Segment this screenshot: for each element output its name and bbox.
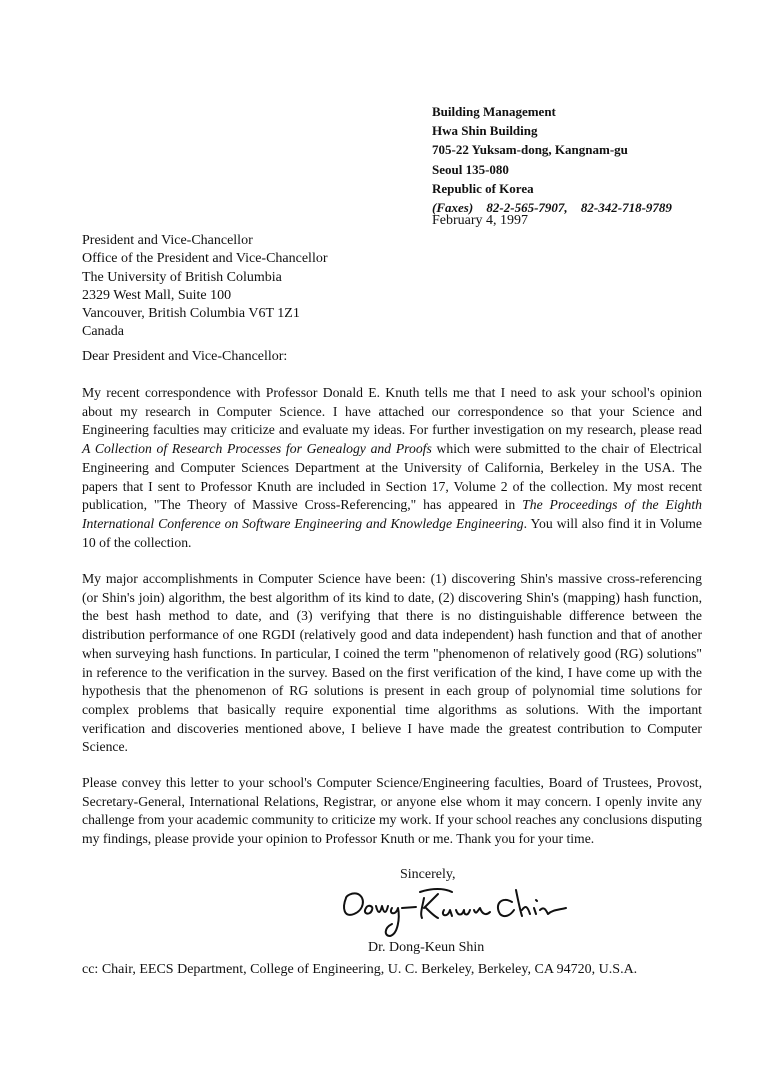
recipient-line-2: Office of the President and Vice-Chancellor bbox=[82, 251, 328, 267]
recipient-line-3: The University of British Columbia bbox=[82, 269, 282, 285]
proceedings-title: The Proceedings of the Eighth International Conference on Software Engineering and Knowledge Engineering bbox=[82, 497, 702, 531]
handwritten-signature bbox=[340, 880, 570, 942]
fax-number-2: 82-342-718-9789 bbox=[580, 200, 672, 216]
sender-address bbox=[432, 102, 682, 217]
paragraph-1-text-c: . You will also find it in Volume 10 of the collection. bbox=[82, 515, 703, 550]
recipient-line-5: Vancouver, British Columbia V6T 1Z1 bbox=[82, 306, 300, 322]
body-paragraph-3: Please convey this letter to your school's Computer Science/Engineering faculties, Board of Trustees, Provost, Secretary-General, International Relations, Registrar, or anyone else whom it may concern. I openly invite any challenge from your academic community to criticize my work. If your school reaches any conclusions disputing my findings, please provide your opinion to Professor Knuth or me. Thank you for your time. bbox=[82, 775, 702, 847]
letter-date: February 4, 1997 bbox=[432, 213, 529, 228]
sender-line-2: Hwa Shin Building bbox=[432, 123, 538, 139]
sender-line-3: 705-22 Yuksam-dong, Kangnam-gu bbox=[432, 142, 628, 158]
salutation: Dear President and Vice-Chancellor: bbox=[82, 349, 288, 364]
signer-name: Dr. Dong-Keun Shin bbox=[368, 940, 485, 955]
recipient-line-4: 2329 West Mall, Suite 100 bbox=[82, 287, 232, 303]
closing: Sincerely, bbox=[400, 867, 456, 882]
sender-line-5: Republic of Korea bbox=[432, 180, 534, 196]
body-paragraph-2: My major accomplishments in Computer Science have been: (1) discovering Shin's massive cross-referencing (or Shin's join) algorithm, the best algorithm of its kind to date, (2) discovering Shin's (mapping) hash function, the best hash method to date, and (3) verifying that there is no distinguishable difference between the distribution performance of one RGDI (relatively good and data independent) hash function and that of another when surveying hash functions. In particular, I coined the term "phenomenon of relatively good (RG) solutions" in reference to the verification in the survey. Based on the first verification of the kind, I have come up with the hypothesis that the phenomenon of RG solutions is present in each group of polynomial time solutions for complex problems that basically require exponential time algorithms as solutions. With the important verification and discoveries mentioned above, I believe I have made the greatest contribution to Computer Science. bbox=[82, 571, 702, 755]
fax-label: (Faxes) bbox=[432, 200, 474, 216]
paragraph-1-text-a: My recent correspondence with Professor Donald E. Knuth tells me that I need to ask your school's opinion about my research in Computer Science. I have attached our correspondence so that your Science and Engineering faculties may criticize and evaluate my ideas. For further investigation on my research, please read bbox=[82, 385, 702, 438]
body-paragraph-1 bbox=[82, 384, 702, 552]
collection-title: A Collection of Research Processes for Genealogy and Proofs bbox=[82, 441, 432, 457]
carbon-copy-line: cc: Chair, EECS Department, College of Engineering, U. C. Berkeley, Berkeley, CA 94720, U.S.A. bbox=[82, 962, 638, 977]
sender-line-1: Building Management bbox=[432, 104, 556, 119]
recipient-line-1: President and Vice-Chancellor bbox=[82, 233, 253, 248]
fax-number-1: 82-2-565-7907, bbox=[486, 200, 568, 216]
recipient-address bbox=[82, 232, 328, 342]
recipient-line-6: Canada bbox=[82, 324, 124, 340]
sender-line-4: Seoul 135-080 bbox=[432, 161, 509, 177]
paragraph-1-text-b: which were submitted to the chair of Electrical Engineering and Computer Sciences Department at the University of California, Berkeley in the USA. The papers that I sent to Professor Knuth are included in Section 17, Volume 2 of the collection. My most recent publication, "The Theory of Massive Cross-Referencing," has appeared in bbox=[82, 441, 702, 513]
signature-drawing bbox=[340, 880, 570, 942]
